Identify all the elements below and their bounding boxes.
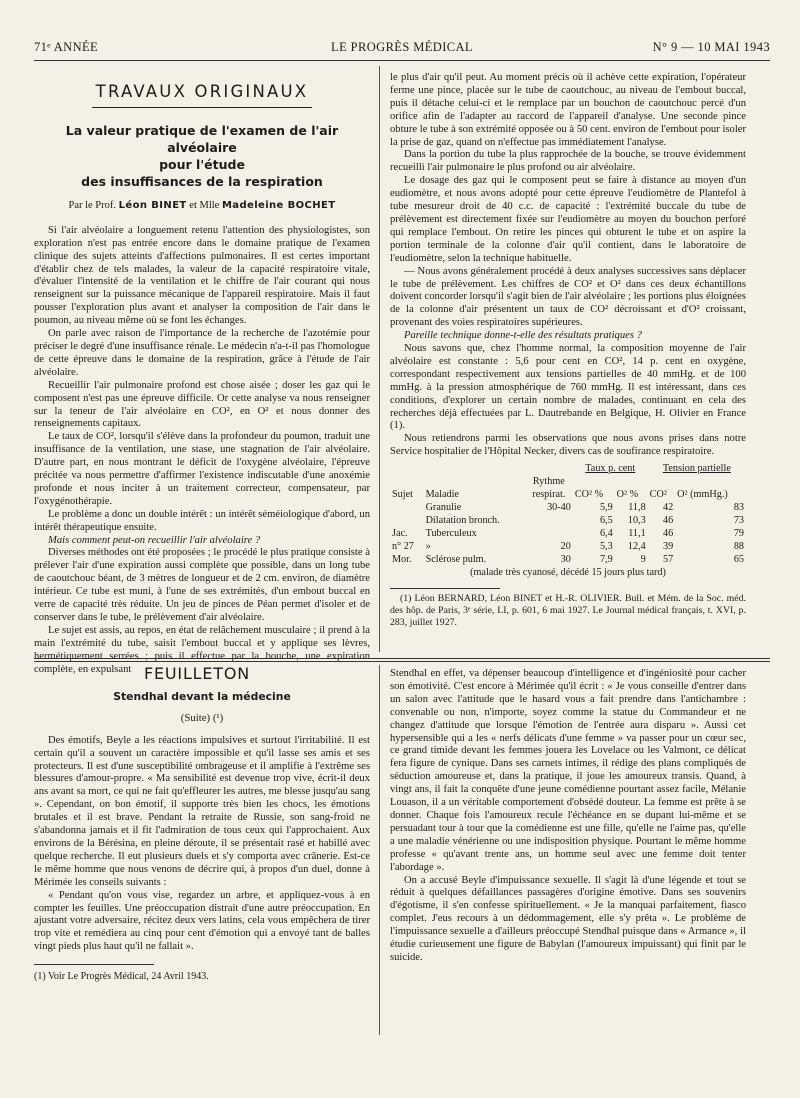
table-cell: Dilatation bronch. <box>425 514 500 526</box>
paragraph: Le dosage des gaz qui le composent peut se faire à distance au moyen d'un eudiomètre, et nous avons adopté pour cette épreuve l'eudiomètre de Plantefol à tube mesureur droit de 40 c.c. de capacité : l'extrémité buccale du tube de prélèvement est directement fixée sur l'eudiomètre au moyen du bouchon perforé qui remplace l'embout. On retire les pinces qui obturent le tube et on aspire la portion terminale de la colonne d'air qu'il contient, dans le laboratoire de l'eudiomètre, selon la technique habituelle. <box>390 175 746 264</box>
group-header-taux: Taux p. cent <box>585 463 636 475</box>
feuilleton-left-column <box>34 664 370 1028</box>
article-right-column <box>390 72 746 652</box>
table-row <box>390 502 746 515</box>
table-cell: » <box>425 540 431 552</box>
paragraph: Recueillir l'air pulmonaire profond est chose aisée ; doser les gaz qui le composent n'est pas une épreuve difficile. Or cette analyse va nous renseigner sur la teneur de l'air alvéolaire en CO², en O² et nous donner des renseignements capitaux. <box>34 379 370 430</box>
table-cell: 20 <box>560 540 571 552</box>
table-cell: 6,4 <box>599 527 613 539</box>
results-table <box>390 463 746 566</box>
feuilleton-title: FEUILLETON <box>144 664 251 683</box>
paragraph: Si l'air alvéolaire a longuement retenu l'attention des physiologistes, son exploration n'est pas entrée encore dans le domaine pratique de l'examen clinique des sujets atteints d'affections pulmonaires. Il est certes important d'établir chez de tels malades, la valeur de la capacité respiratoire vitale, d'évaluer l'intensité de la ventilation et le chiffre de l'air courant qui nous renseignent sur la puissance mécanique de l'appareil respiratoire. Mais il faut pousser l'exploration plus avant et analyser la composition de l'air dans le poumon, au niveau même où se font les échanges. <box>34 224 370 327</box>
paragraph: Nous savons que, chez l'homme normal, la composition moyenne de l'air alvéolaire est constante : 5,6 pour cent en CO², 14 p. cent en oxygène, correspondant respectivement aux tensions partielles de 40 mmHg. et de 100 mmHg. à la pression atmosphérique de 760 mmHg. Il est intéressant, dans ces conditions, d'explorer un certain nombre de malades, continuant en cela des recherches déjà effectuées par L. Dautrebande en Belgique, H. Olivier en France (1). <box>390 343 746 432</box>
byline <box>34 200 370 213</box>
table-row <box>390 554 746 567</box>
header-rule <box>34 60 770 61</box>
table-cell: 46 <box>662 527 674 539</box>
table-cell: 6,5 <box>599 514 613 526</box>
byline-prefix: Par le Prof. <box>68 199 117 211</box>
table-cell: 42 <box>662 501 674 513</box>
paragraph: Nous retiendrons parmi les observations que nous avons prises dans notre Service hospitalier de l'Hôpital Necker, divers cas de soufirance respiratoire. <box>390 433 746 458</box>
column-header: Rythme respirat. <box>532 476 566 500</box>
column-header: Sujet <box>392 489 413 500</box>
table-cell: Mor. <box>392 553 412 565</box>
table-cell: 30 <box>560 553 571 565</box>
table-row <box>390 541 746 554</box>
table-cell: 5,9 <box>599 501 613 513</box>
article-title-line-1: La valeur pratique de l'examen de l'air alvéolaire <box>65 122 339 155</box>
table-note: (malade très cyanosé, décédé 15 jours plus tard) <box>470 567 666 579</box>
article-footnote: (1) Léon BERNARD, Léon BINET et H.-R. OLIVIER. Bull. et Mém. de la Soc. méd. des hôp. de Paris, 3ᵉ série, LI, p. 601, 6 mai 1927. Le Journal médical français, t. XVI, p. 283, juillet 1927. <box>390 593 746 629</box>
table-cell: Jac. <box>392 527 408 539</box>
table-cell: 79 <box>733 527 744 539</box>
table-cell: Granulie <box>425 501 462 513</box>
paragraph: Des émotifs, Beyle a les réactions impulsives et surtout l'irritabilité. Il est certain qu'il a souvent un caractère impossible et qu'il lasse ses amis et ses protecteurs. Il est d'une susceptibilité ombrageuse et il amplifie à l'extrême ses blessures d'amour-propre. « Ma sensibilité est devenue trop vive, écrit-il deux ans avant sa mort, ce qui ne fait qu'effleurer les autres, me blesse jusqu'au sang ». Cependant, on bon émotif, il supporte très bien les chocs, les émotions brutales et il est brave. Pendant la retraite de Russie, son sang-froid ne s'abandonna jamais et il fit l'admiration de tous ceux qui l'approchaient. Aux environs de la Bérésina, en pleine déroute, il se présentait rasé et habillé avec quelque recherche. Il eut plusieurs duels et s'y comporta avec crânerie. Est-ce le même homme que nous venons de décrire qui, à propos d'un duel, donne à Mérimée les conseils suivants : <box>34 734 370 888</box>
paragraph: Dans la portion du tube la plus rapprochée de la bouche, se trouve évidemment recueilli l'air pulmonaire le plus profond ou air alvéolaire. <box>390 149 746 174</box>
article-title-line-2: pour l'étude <box>159 156 245 172</box>
table-cell <box>525 528 573 541</box>
column-header: CO² % <box>574 489 604 500</box>
table-cell: Sclérose pulm. <box>425 553 487 565</box>
byline-joiner: et Mlle <box>189 199 220 211</box>
column-header: O² (mmHg.) <box>677 489 728 500</box>
table-cell: 46 <box>662 514 674 526</box>
paragraph: Le sujet est assis, au repos, en état de relâchement musculaire ; il prend à la main l'extrémité du tube, saisit l'embout buccal et y applique ses lèvres, hermétiquement serrées ; puis il effectue par la bouche, une expiration complète, en expulsant <box>34 624 370 675</box>
paragraph: Stendhal en effet, va dépenser beaucoup d'intelligence et d'ingéniosité pour cacher son émotivité. C'est encore à Mérimée qu'il écrit : « Je vous conseille d'entrer dans un salon avec l'attitude que le hasard vous a fait prendre dans l'antichambre : convenable ou non, n'importe, soyez comme la statue du Commandeur et ne changez d'attitude que lorsque l'émotion de l'entrée aura disparu ». Aussi cet hypersensible qui a les « nerfs délicats d'une femme » va passer pour un cœur sec, ce grand timide devant les femmes jouera les Lovelace ou les Valmont, ce délicat fera figure de cynique. Dans ses carnets intimes, il rédige des plans compliqués de séduction amoureuse et, dans la pratique, il joue les amoureux transis. Quand, à vingt ans, il fait la conquête d'une jeune comédienne pourtant assez facile, Mélanie Louason, il a un véritable comportement d'obsédé douteur. La femme est prête à se donner. Chaque fois l'amoureux recule l'échéance en se dupant lui-même et se persuadant tour à tour que la comédienne est une fille, qu'elle ne l'aime pas, qu'elle a une maladie vénérienne ou une indisposition physique. Pourtant le même homme professe « qu'avant trente ans, un homme seul avec une femme doit tenter l'abordage ». <box>390 668 746 873</box>
volume-label: 71ᵉ ANNÉE <box>34 40 99 54</box>
paragraph: Diverses méthodes ont été proposées ; le procédé le plus pratique consiste à prélever l'air d'une expiration aussi complète que possible, dans un long tube de caoutchouc béant, de 3 mètres de longueur et de 2 cm. environ, de diamètre intérieur. Ce tube est muni, à l'une de ses extrémités, d'un embout buccal en verre de capacité très réduite. Un jeu de pinces de Péan permet d'isoler et de conserver dans le tube, le prélèvement d'air alvéolaire. <box>34 547 370 623</box>
footnote-rule <box>34 964 154 965</box>
table-cell: 10,3 <box>627 514 646 526</box>
table-cell <box>390 502 424 515</box>
question-heading: Mais comment peut-on recueillir l'air alvéolaire ? <box>48 534 261 546</box>
table-cell: 9 <box>640 553 646 565</box>
table-cell: 57 <box>662 553 674 565</box>
table-cell: 73 <box>733 514 744 526</box>
table-cell <box>390 515 424 528</box>
feuilleton-suite <box>34 712 370 725</box>
article-title <box>34 122 370 190</box>
table-cell: 30-40 <box>547 501 571 513</box>
table-cell: 88 <box>733 540 744 552</box>
article-title-line-3: des insuffisances de la respiration <box>81 173 323 189</box>
suite-note: (¹) <box>212 711 224 724</box>
table-group-header <box>390 463 746 476</box>
section-separator <box>34 658 770 662</box>
table-cell: n° 27 <box>392 540 414 552</box>
journal-title: LE PROGRÈS MÉDICAL <box>331 40 473 54</box>
question-heading: Pareille technique donne-t-elle des résultats pratiques ? <box>404 330 642 342</box>
section-title: TRAVAUX ORIGINAUX <box>95 82 309 101</box>
paragraph: « Pendant qu'on vous vise, regardez un arbre, et appliquez-vous à en compter les feuilles. Une préoccupation distrait d'une autre préoccupation. En ajustant votre adversaire, récitez deux vers latins, cela vous empêchera de tirer trop vite et remédiera au cinq pour cent d'émotion qui a envoyé tant de balles vingt pieds plus haut qu'il ne fallait ». <box>34 889 370 953</box>
column-header: CO² <box>649 489 667 500</box>
group-header-tension: Tension partielle <box>662 463 731 475</box>
paragraph: — Nous avons généralement procédé à deux analyses successives sans déplacer le tube de prélèvement. Les chiffres de CO² et O² dans ces deux échantillons doivent concorder lorsqu'il s'agit bien de l'air alvéolaire ; les portions plus éloignées de la colonne d'air présentent un taux de CO² décroissant et d'O² croissant, provenant des voies respiratoires supérieures. <box>390 265 746 329</box>
feuilleton-footnote: (1) Voir Le Progrès Médical, 24 Avril 1943. <box>34 971 209 983</box>
column-header: O² % <box>616 489 639 500</box>
column-header: Maladie <box>425 489 459 500</box>
section-underline <box>92 107 312 108</box>
paragraph: On a accusé Beyle d'impuissance sexuelle. Il s'agit là d'une légende et tout se réduit à quelques défaillances passagères d'origine émotive. Dans ses souvenirs d'égotisme, il s'en confesse spirituellement. « Je la manquai parfaitement, fiasco complet. J'eus recours à un dédommagement, elle s'y prêta ». Le problème de l'impuissance sexuelle a d'ailleurs préoccupé Stendhal puisque dans « Armance », il étudie curieusement une figure de Babylan (l'amoureux impuissant) qui finit par le suicide. <box>390 874 746 963</box>
issue-date: N° 9 — 10 MAI 1943 <box>652 40 770 54</box>
table-cell: Tuberculeux <box>425 527 477 539</box>
byline-author-1: Léon BINET <box>118 199 187 211</box>
footnote-rule <box>390 588 500 589</box>
table-row <box>390 528 746 541</box>
table-header-row <box>390 476 746 502</box>
feuilleton-right-column <box>390 668 746 1028</box>
table-cell: 11,8 <box>628 501 646 513</box>
byline-author-2: Madeleine BOCHET <box>221 199 336 211</box>
paragraph: le plus d'air qu'il peut. Au moment précis où il achève cette expiration, l'opérateur ferme une pince, placée sur le tube de caoutchouc, au niveau de l'embout buccal, puis il détache celui-ci et le remplace par un bouchon de caoutchouc percé d'un orifice afin de l'adapter au raccord de l'appareil d'analyse. Une seconde pince obture le tube à son extrémité opposée ou à 50 cent. environ de l'embout pour isoler la prise de gaz, quand on n'effectue pas immédiatement l'analyse. <box>390 72 746 148</box>
table-row <box>390 515 746 528</box>
table-cell: 39 <box>662 540 674 552</box>
column-divider <box>379 66 380 652</box>
table-cell: 11,1 <box>628 527 646 539</box>
running-head <box>34 40 770 60</box>
suite-label: (Suite) <box>180 711 211 724</box>
table-cell: 7,9 <box>599 553 613 565</box>
table-cell: 12,4 <box>627 540 646 552</box>
table-cell: 83 <box>733 501 744 513</box>
column-divider <box>379 665 380 1035</box>
paragraph: Le problème a donc un double intérêt : un intérêt séméiologique d'abord, un intérêt thérapeutique ensuite. <box>34 508 370 533</box>
table-cell: 5,3 <box>599 540 613 552</box>
paragraph: On parle avec raison de l'importance de la recherche de l'azotémie pour préciser le degré d'une insuffisance rénale. Le médecin n'a-t-il pas l'homologue de cette épreuve dans le domaine de la respiration, grâce à l'étude de l'air alvéolaire. <box>34 328 370 378</box>
paragraph: Le taux de CO², lorsqu'il s'élève dans la profondeur du poumon, traduit une insuffisance de la ventilation, une stase, une stagnation de l'air alvéolaire. D'autre part, en nous montrant le déficit de l'oxygène alvéolaire, l'épreuve précitée va nous permettre d'affirmer l'existence indiscutable d'une anoxémie profonde et nous inciter à un traitement correcteur, compensateur, par l'oxygénothérapie. <box>34 431 370 507</box>
table-cell: 65 <box>733 553 744 565</box>
table-cell <box>525 515 573 528</box>
feuilleton-subtitle: Stendhal devant la médecine <box>113 689 291 703</box>
